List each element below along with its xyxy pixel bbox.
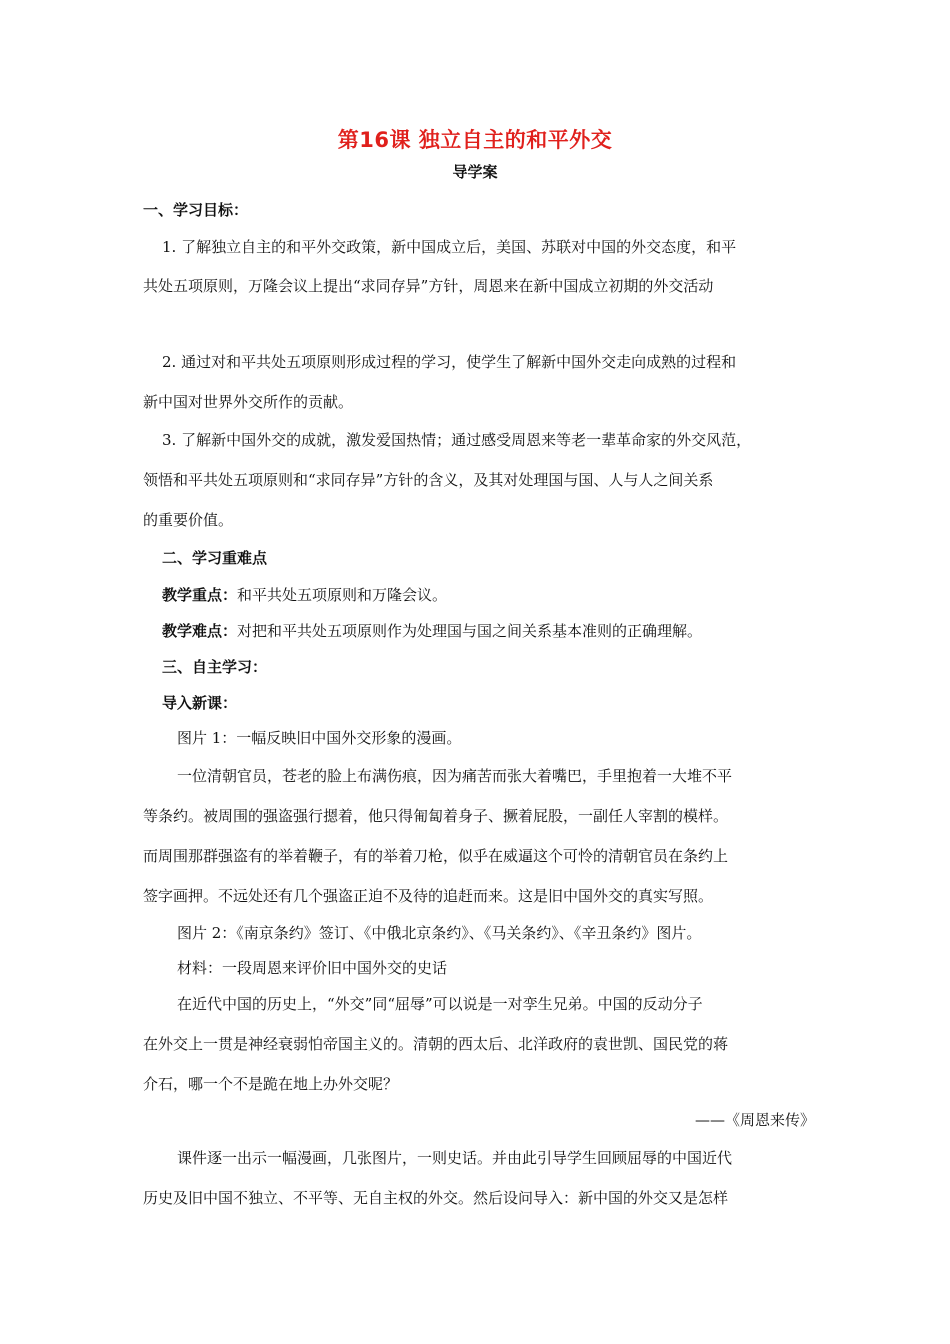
teaching-difficulty-text: 对把和平共处五项原则作为处理国与国之间关系基本准则的正确理解。 <box>237 622 703 640</box>
quote-source: ——《周恩来传》 <box>694 1111 815 1129</box>
goal-2-line-2: 新中国对世界外交所作的贡献。 <box>143 393 354 411</box>
material-caption: 材料：一段周恩来评价旧中国外交的史话 <box>177 959 448 977</box>
goal-3-line-1: 3. 了解新中国外交的成就，激发爱国热情；通过感受周恩来等老一辈革命家的外交风范， <box>162 431 752 449</box>
teaching-focus <box>162 584 834 605</box>
cartoon-desc-line-3: 而周围那群强盗有的举着鞭子，有的举着刀枪，似乎在威逼这个可怜的清朝官员在条约上 <box>143 847 729 865</box>
section-heading-goals: 一、学习目标： <box>143 201 249 219</box>
cartoon-desc-line-4: 签字画押。不远处还有几个强盗正迫不及待的追赶而来。这是旧中国外交的真实写照。 <box>143 887 714 905</box>
teaching-difficulty-label: 教学难点： <box>162 622 238 640</box>
cartoon-desc-line-2: 等条约。被周围的强盗强行摁着，他只得匍匐着身子、撅着屁股，一副任人宰割的模样。 <box>143 807 729 825</box>
picture-2-caption: 图片 2：《南京条约》签订、《中俄北京条约》、《马关条约》、《辛丑条约》图片。 <box>177 924 702 942</box>
teaching-difficulty <box>162 620 834 641</box>
section-heading-self-study: 三、自主学习： <box>162 658 268 676</box>
quote-line-3: 介石，哪一个不是跪在地上办外交呢？ <box>143 1075 399 1093</box>
goal-3-line-2: 领悟和平共处五项原则和“求同存异”方针的含义，及其对处理国与国、人与人之间关系 <box>143 471 714 489</box>
section-heading-key-points: 二、学习重难点 <box>162 549 268 567</box>
closing-line-2: 历史及旧中国不独立、不平等、无自主权的外交。然后设问导入：新中国的外交又是怎样 <box>143 1189 729 1207</box>
quote-line-1: 在近代中国的历史上，“外交”同“屈辱”可以说是一对孪生兄弟。中国的反动分子 <box>177 995 703 1013</box>
goal-3-line-3: 的重要价值。 <box>143 511 234 529</box>
page-title: 第16课 独立自主的和平外交 <box>337 128 613 152</box>
goal-2-line-1: 2. 通过对和平共处五项原则形成过程的学习，使学生了解新中国外交走向成熟的过程和 <box>162 353 737 371</box>
teaching-focus-text: 和平共处五项原则和万隆会议。 <box>237 586 448 604</box>
quote-line-2: 在外交上一贯是神经衰弱怕帝国主义的。清朝的西太后、北洋政府的袁世凯、国民党的蒋 <box>143 1035 729 1053</box>
picture-1-caption: 图片 1：一幅反映旧中国外交形象的漫画。 <box>177 729 462 747</box>
teaching-focus-label: 教学重点： <box>162 586 238 604</box>
intro-heading: 导入新课： <box>162 694 238 712</box>
page-subtitle: 导学案 <box>452 163 498 181</box>
goal-1-line-2: 共处五项原则，万隆会议上提出“求同存异”方针，周恩来在新中国成立初期的外交活动 <box>143 277 714 295</box>
closing-line-1: 课件逐一出示一幅漫画，几张图片，一则史话。并由此引导学生回顾屈辱的中国近代 <box>177 1149 733 1167</box>
cartoon-desc-line-1: 一位清朝官员，苍老的脸上布满伤痕，因为痛苦而张大着嘴巴，手里抱着一大堆不平 <box>177 767 733 785</box>
goal-1-line-1: 1. 了解独立自主的和平外交政策，新中国成立后，美国、苏联对中国的外交态度，和平 <box>162 238 737 256</box>
